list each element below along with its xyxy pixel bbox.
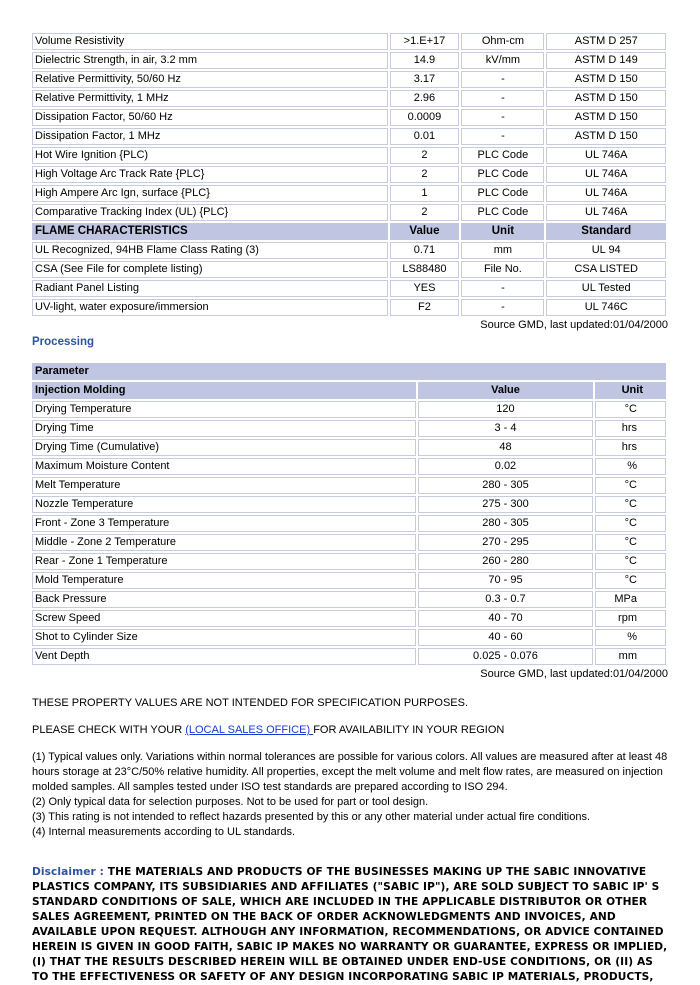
cell-unit: °C xyxy=(595,553,666,570)
cell-unit: Ohm-cm xyxy=(461,33,544,50)
flame-header-name: FLAME CHARACTERISTICS xyxy=(32,223,388,240)
table-row xyxy=(32,515,666,532)
cell-unit: % xyxy=(595,629,666,646)
cell-standard: UL 746A xyxy=(546,185,666,202)
cell-name: Middle - Zone 2 Temperature xyxy=(32,534,416,551)
flame-header-row xyxy=(32,223,666,240)
cell-name: Maximum Moisture Content xyxy=(32,458,416,475)
cell-unit: hrs xyxy=(595,439,666,456)
cell-standard: CSA LISTED xyxy=(546,261,666,278)
cell-unit: PLC Code xyxy=(461,204,544,221)
disclaimer-label: Disclaimer : xyxy=(32,866,108,878)
cell-standard: ASTM D 150 xyxy=(546,128,666,145)
cell-unit: % xyxy=(595,458,666,475)
cell-name: Melt Temperature xyxy=(32,477,416,494)
processing-header-parameter-row xyxy=(32,363,666,380)
cell-standard: ASTM D 257 xyxy=(546,33,666,50)
cell-value: 2 xyxy=(390,166,460,183)
table-row xyxy=(32,147,666,164)
cell-standard: UL 746C xyxy=(546,299,666,316)
cell-unit: rpm xyxy=(595,610,666,627)
table-row xyxy=(32,477,666,494)
footnote: (2) Only typical data for selection purposes. Not to be used for part or tool design. xyxy=(32,796,429,808)
cell-value: 0.01 xyxy=(390,128,460,145)
cell-standard: UL 746A xyxy=(546,204,666,221)
table-row xyxy=(32,458,666,475)
cell-value: F2 xyxy=(390,299,460,316)
disclaimer xyxy=(32,865,668,985)
cell-value: 0.71 xyxy=(390,242,460,259)
processing-header-value: Value xyxy=(418,382,593,399)
cell-value: 70 - 95 xyxy=(418,572,593,589)
cell-name: UV-light, water exposure/immersion xyxy=(32,299,388,316)
processing-header-row xyxy=(32,382,666,399)
table-row xyxy=(32,439,666,456)
cell-unit: - xyxy=(461,109,544,126)
cell-unit: hrs xyxy=(595,420,666,437)
processing-header-group: Injection Molding xyxy=(32,382,416,399)
processing-table xyxy=(30,361,668,667)
cell-standard: UL 746A xyxy=(546,166,666,183)
cell-unit: mm xyxy=(595,648,666,665)
cell-name: Comparative Tracking Index (UL) {PLC} xyxy=(32,204,388,221)
cell-unit: - xyxy=(461,299,544,316)
cell-name: Nozzle Temperature xyxy=(32,496,416,513)
table-row xyxy=(32,242,666,259)
cell-name: High Ampere Arc Ign, surface {PLC} xyxy=(32,185,388,202)
cell-unit: - xyxy=(461,280,544,297)
cell-value: 0.025 - 0.076 xyxy=(418,648,593,665)
table-row xyxy=(32,128,666,145)
cell-name: CSA (See File for complete listing) xyxy=(32,261,388,278)
cell-value: >1.E+17 xyxy=(390,33,460,50)
cell-name: Rear - Zone 1 Temperature xyxy=(32,553,416,570)
cell-name: Drying Temperature xyxy=(32,401,416,418)
cell-unit: °C xyxy=(595,534,666,551)
cell-unit: PLC Code xyxy=(461,147,544,164)
table-row xyxy=(32,52,666,69)
datasheet-content xyxy=(32,31,668,985)
cell-value: 2 xyxy=(390,204,460,221)
cell-unit: - xyxy=(461,71,544,88)
processing-header-parameter: Parameter xyxy=(32,363,666,380)
disclaimer-text: THE MATERIALS AND PRODUCTS OF THE BUSINESSES MAKING UP THE SABIC INNOVATIVE PLASTICS COMPANY, ITS SUBSIDIARIES AND AFFILIATES ("SABIC IP"), ARE SOLD SUBJECT TO SABIC IP' S STANDARD CONDITIONS OF SALE, WHICH ARE INCLUDED IN THE APPLICABLE DISTRIBUTOR OR OTHER SALES AGREEMENT, PRINTED ON THE BACK OF ORDER ACKNOWLEDGMENTS AND INVOICES, AND AVAILABLE UPON REQUEST. ALTHOUGH ANY INFORMATION, RECOMMENDATIONS, OR ADVICE CONTAINED HEREIN IS GIVEN IN GOOD FAITH, SABIC IP MAKES NO WARRANTY OR GUARANTEE, EXPRESS OR IMPLIED, (I) THAT THE RESULTS DESCRIBED HEREIN WILL BE OBTAINED UNDER END-USE CONDITIONS, OR (II) AS TO THE EFFECTIVENESS OR SAFETY OF ANY DESIGN INCORPORATING SABIC IP MATERIALS, PRODUCTS, xyxy=(32,866,668,983)
cell-name: Dissipation Factor, 1 MHz xyxy=(32,128,388,145)
cell-value: 270 - 295 xyxy=(418,534,593,551)
table-row xyxy=(32,261,666,278)
cell-standard: UL Tested xyxy=(546,280,666,297)
cell-value: 260 - 280 xyxy=(418,553,593,570)
table-row xyxy=(32,166,666,183)
spec-notice: THESE PROPERTY VALUES ARE NOT INTENDED FOR SPECIFICATION PURPOSES. xyxy=(32,697,469,709)
cell-name: Radiant Panel Listing xyxy=(32,280,388,297)
cell-value: 14.9 xyxy=(390,52,460,69)
availability-text-after: FOR AVAILABILITY IN YOUR REGION xyxy=(313,724,505,736)
cell-name: Back Pressure xyxy=(32,591,416,608)
cell-value: 275 - 300 xyxy=(418,496,593,513)
cell-name: Drying Time xyxy=(32,420,416,437)
table-row xyxy=(32,33,666,50)
properties-source: Source GMD, last updated:01/04/2000 xyxy=(480,319,668,331)
table-row xyxy=(32,71,666,88)
cell-standard: ASTM D 150 xyxy=(546,90,666,107)
table-row xyxy=(32,299,666,316)
cell-unit: - xyxy=(461,128,544,145)
cell-name: Vent Depth xyxy=(32,648,416,665)
cell-unit: °C xyxy=(595,572,666,589)
cell-value: 40 - 60 xyxy=(418,629,593,646)
cell-name: Dielectric Strength, in air, 3.2 mm xyxy=(32,52,388,69)
cell-unit: °C xyxy=(595,515,666,532)
properties-table-body xyxy=(32,33,666,316)
availability-text-before: PLEASE CHECK WITH YOUR xyxy=(32,724,186,736)
cell-name: Dissipation Factor, 50/60 Hz xyxy=(32,109,388,126)
cell-name: Volume Resistivity xyxy=(32,33,388,50)
table-row xyxy=(32,629,666,646)
cell-value: 2.96 xyxy=(390,90,460,107)
cell-value: 120 xyxy=(418,401,593,418)
flame-header-value: Value xyxy=(390,223,460,240)
cell-value: 0.02 xyxy=(418,458,593,475)
cell-value: 48 xyxy=(418,439,593,456)
cell-value: 0.0009 xyxy=(390,109,460,126)
table-row xyxy=(32,420,666,437)
footnote: (3) This rating is not intended to reflect hazards presented by this or any other material under actual fire conditions. xyxy=(32,811,591,823)
cell-value: 280 - 305 xyxy=(418,515,593,532)
table-row xyxy=(32,591,666,608)
cell-standard: ASTM D 150 xyxy=(546,71,666,88)
cell-name: Hot Wire Ignition {PLC) xyxy=(32,147,388,164)
table-row xyxy=(32,572,666,589)
processing-section-title: Processing xyxy=(32,336,94,348)
cell-value: LS88480 xyxy=(390,261,460,278)
footnote: (4) Internal measurements according to UL standards. xyxy=(32,826,296,838)
cell-value: YES xyxy=(390,280,460,297)
cell-unit: kV/mm xyxy=(461,52,544,69)
cell-standard: UL 94 xyxy=(546,242,666,259)
cell-value: 280 - 305 xyxy=(418,477,593,494)
cell-name: Relative Permittivity, 50/60 Hz xyxy=(32,71,388,88)
local-sales-office-link[interactable]: (LOCAL SALES OFFICE) xyxy=(185,724,314,736)
table-row xyxy=(32,280,666,297)
cell-value: 1 xyxy=(390,185,460,202)
processing-source: Source GMD, last updated:01/04/2000 xyxy=(480,668,668,680)
cell-name: Mold Temperature xyxy=(32,572,416,589)
flame-header-unit: Unit xyxy=(461,223,544,240)
cell-unit: mm xyxy=(461,242,544,259)
flame-header-standard: Standard xyxy=(546,223,666,240)
table-row xyxy=(32,204,666,221)
table-row xyxy=(32,553,666,570)
cell-value: 3.17 xyxy=(390,71,460,88)
cell-standard: ASTM D 149 xyxy=(546,52,666,69)
table-row xyxy=(32,90,666,107)
table-row xyxy=(32,648,666,665)
footnote: (1) Typical values only. Variations within normal tolerances are possible for various colors. All values are measured after at least 48 hours storage at 23°C/50% relative humidity. All properties, except the melt volume and melt flow rates, are measured on injection molded samples. All samples tested under ISO test standards are prepared according to ISO 294. xyxy=(32,751,668,793)
cell-unit: - xyxy=(461,90,544,107)
cell-standard: UL 746A xyxy=(546,147,666,164)
cell-value: 0.3 - 0.7 xyxy=(418,591,593,608)
cell-unit: °C xyxy=(595,496,666,513)
cell-unit: °C xyxy=(595,477,666,494)
cell-name: Screw Speed xyxy=(32,610,416,627)
table-row xyxy=(32,109,666,126)
cell-value: 3 - 4 xyxy=(418,420,593,437)
processing-header-unit: Unit xyxy=(595,382,666,399)
table-row xyxy=(32,401,666,418)
cell-unit: MPa xyxy=(595,591,666,608)
cell-name: High Voltage Arc Track Rate {PLC} xyxy=(32,166,388,183)
cell-unit: File No. xyxy=(461,261,544,278)
cell-value: 2 xyxy=(390,147,460,164)
cell-standard: ASTM D 150 xyxy=(546,109,666,126)
cell-name: Relative Permittivity, 1 MHz xyxy=(32,90,388,107)
cell-name: Shot to Cylinder Size xyxy=(32,629,416,646)
processing-table-body xyxy=(32,363,666,665)
footnotes xyxy=(32,750,668,840)
cell-unit: PLC Code xyxy=(461,185,544,202)
table-row xyxy=(32,610,666,627)
table-row xyxy=(32,496,666,513)
table-row xyxy=(32,185,666,202)
table-row xyxy=(32,534,666,551)
cell-unit: PLC Code xyxy=(461,166,544,183)
cell-name: UL Recognized, 94HB Flame Class Rating (3) xyxy=(32,242,388,259)
cell-name: Front - Zone 3 Temperature xyxy=(32,515,416,532)
cell-value: 40 - 70 xyxy=(418,610,593,627)
availability-notice xyxy=(32,723,668,737)
properties-table xyxy=(30,31,668,318)
cell-name: Drying Time (Cumulative) xyxy=(32,439,416,456)
cell-unit: °C xyxy=(595,401,666,418)
